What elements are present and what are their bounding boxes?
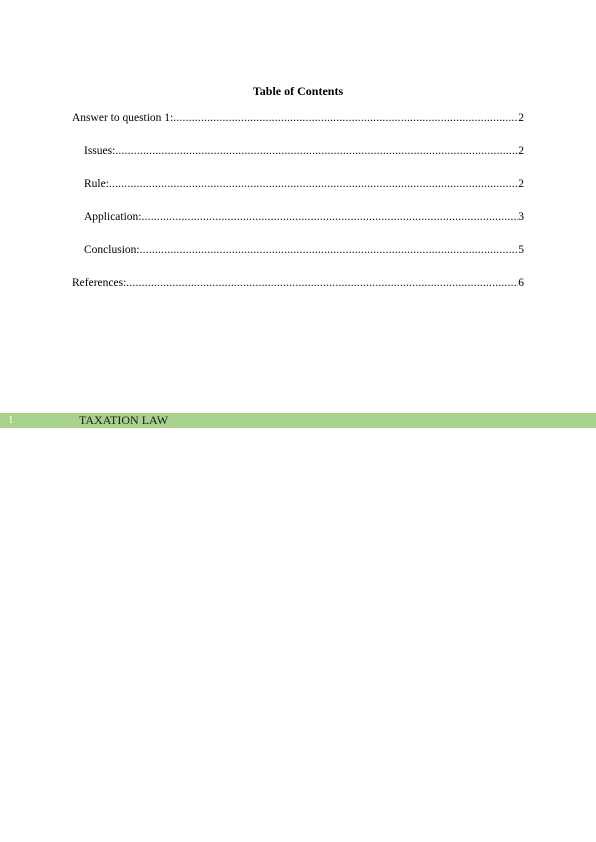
toc-entry-conclusion[interactable] [72, 244, 524, 257]
toc-entry-label: Rule: [84, 178, 109, 190]
toc-entry-label: Application: [84, 211, 142, 223]
toc-entry-references[interactable] [72, 277, 524, 290]
toc-heading: Table of Contents [252, 84, 344, 98]
toc-entry-label: References: [72, 277, 127, 289]
toc-entry-label: Issues: [84, 145, 116, 157]
toc-leader-dots [109, 178, 518, 191]
toc-entry-answer-question-1[interactable] [72, 112, 524, 125]
table-of-contents [72, 112, 524, 310]
toc-entry-page: 5 [518, 244, 524, 256]
footer-page-number: 1 [8, 414, 14, 426]
toc-entry-issues[interactable] [72, 145, 524, 158]
toc-leader-dots [142, 211, 519, 224]
toc-leader-dots [140, 244, 519, 257]
footer-band [0, 413, 596, 428]
toc-entry-application[interactable] [72, 211, 524, 224]
toc-entry-page: 3 [518, 211, 524, 223]
toc-entry-page: 2 [518, 112, 524, 124]
toc-leader-dots [173, 112, 518, 125]
toc-entry-label: Answer to question 1: [72, 112, 174, 124]
toc-entry-label: Conclusion: [84, 244, 140, 256]
toc-entry-page: 6 [518, 277, 524, 289]
footer-running-title: TAXATION LAW [79, 413, 169, 427]
toc-leader-dots [126, 277, 518, 290]
toc-entry-page: 2 [518, 145, 524, 157]
toc-entry-page: 2 [518, 178, 524, 190]
toc-leader-dots [115, 145, 518, 158]
toc-entry-rule[interactable] [72, 178, 524, 191]
